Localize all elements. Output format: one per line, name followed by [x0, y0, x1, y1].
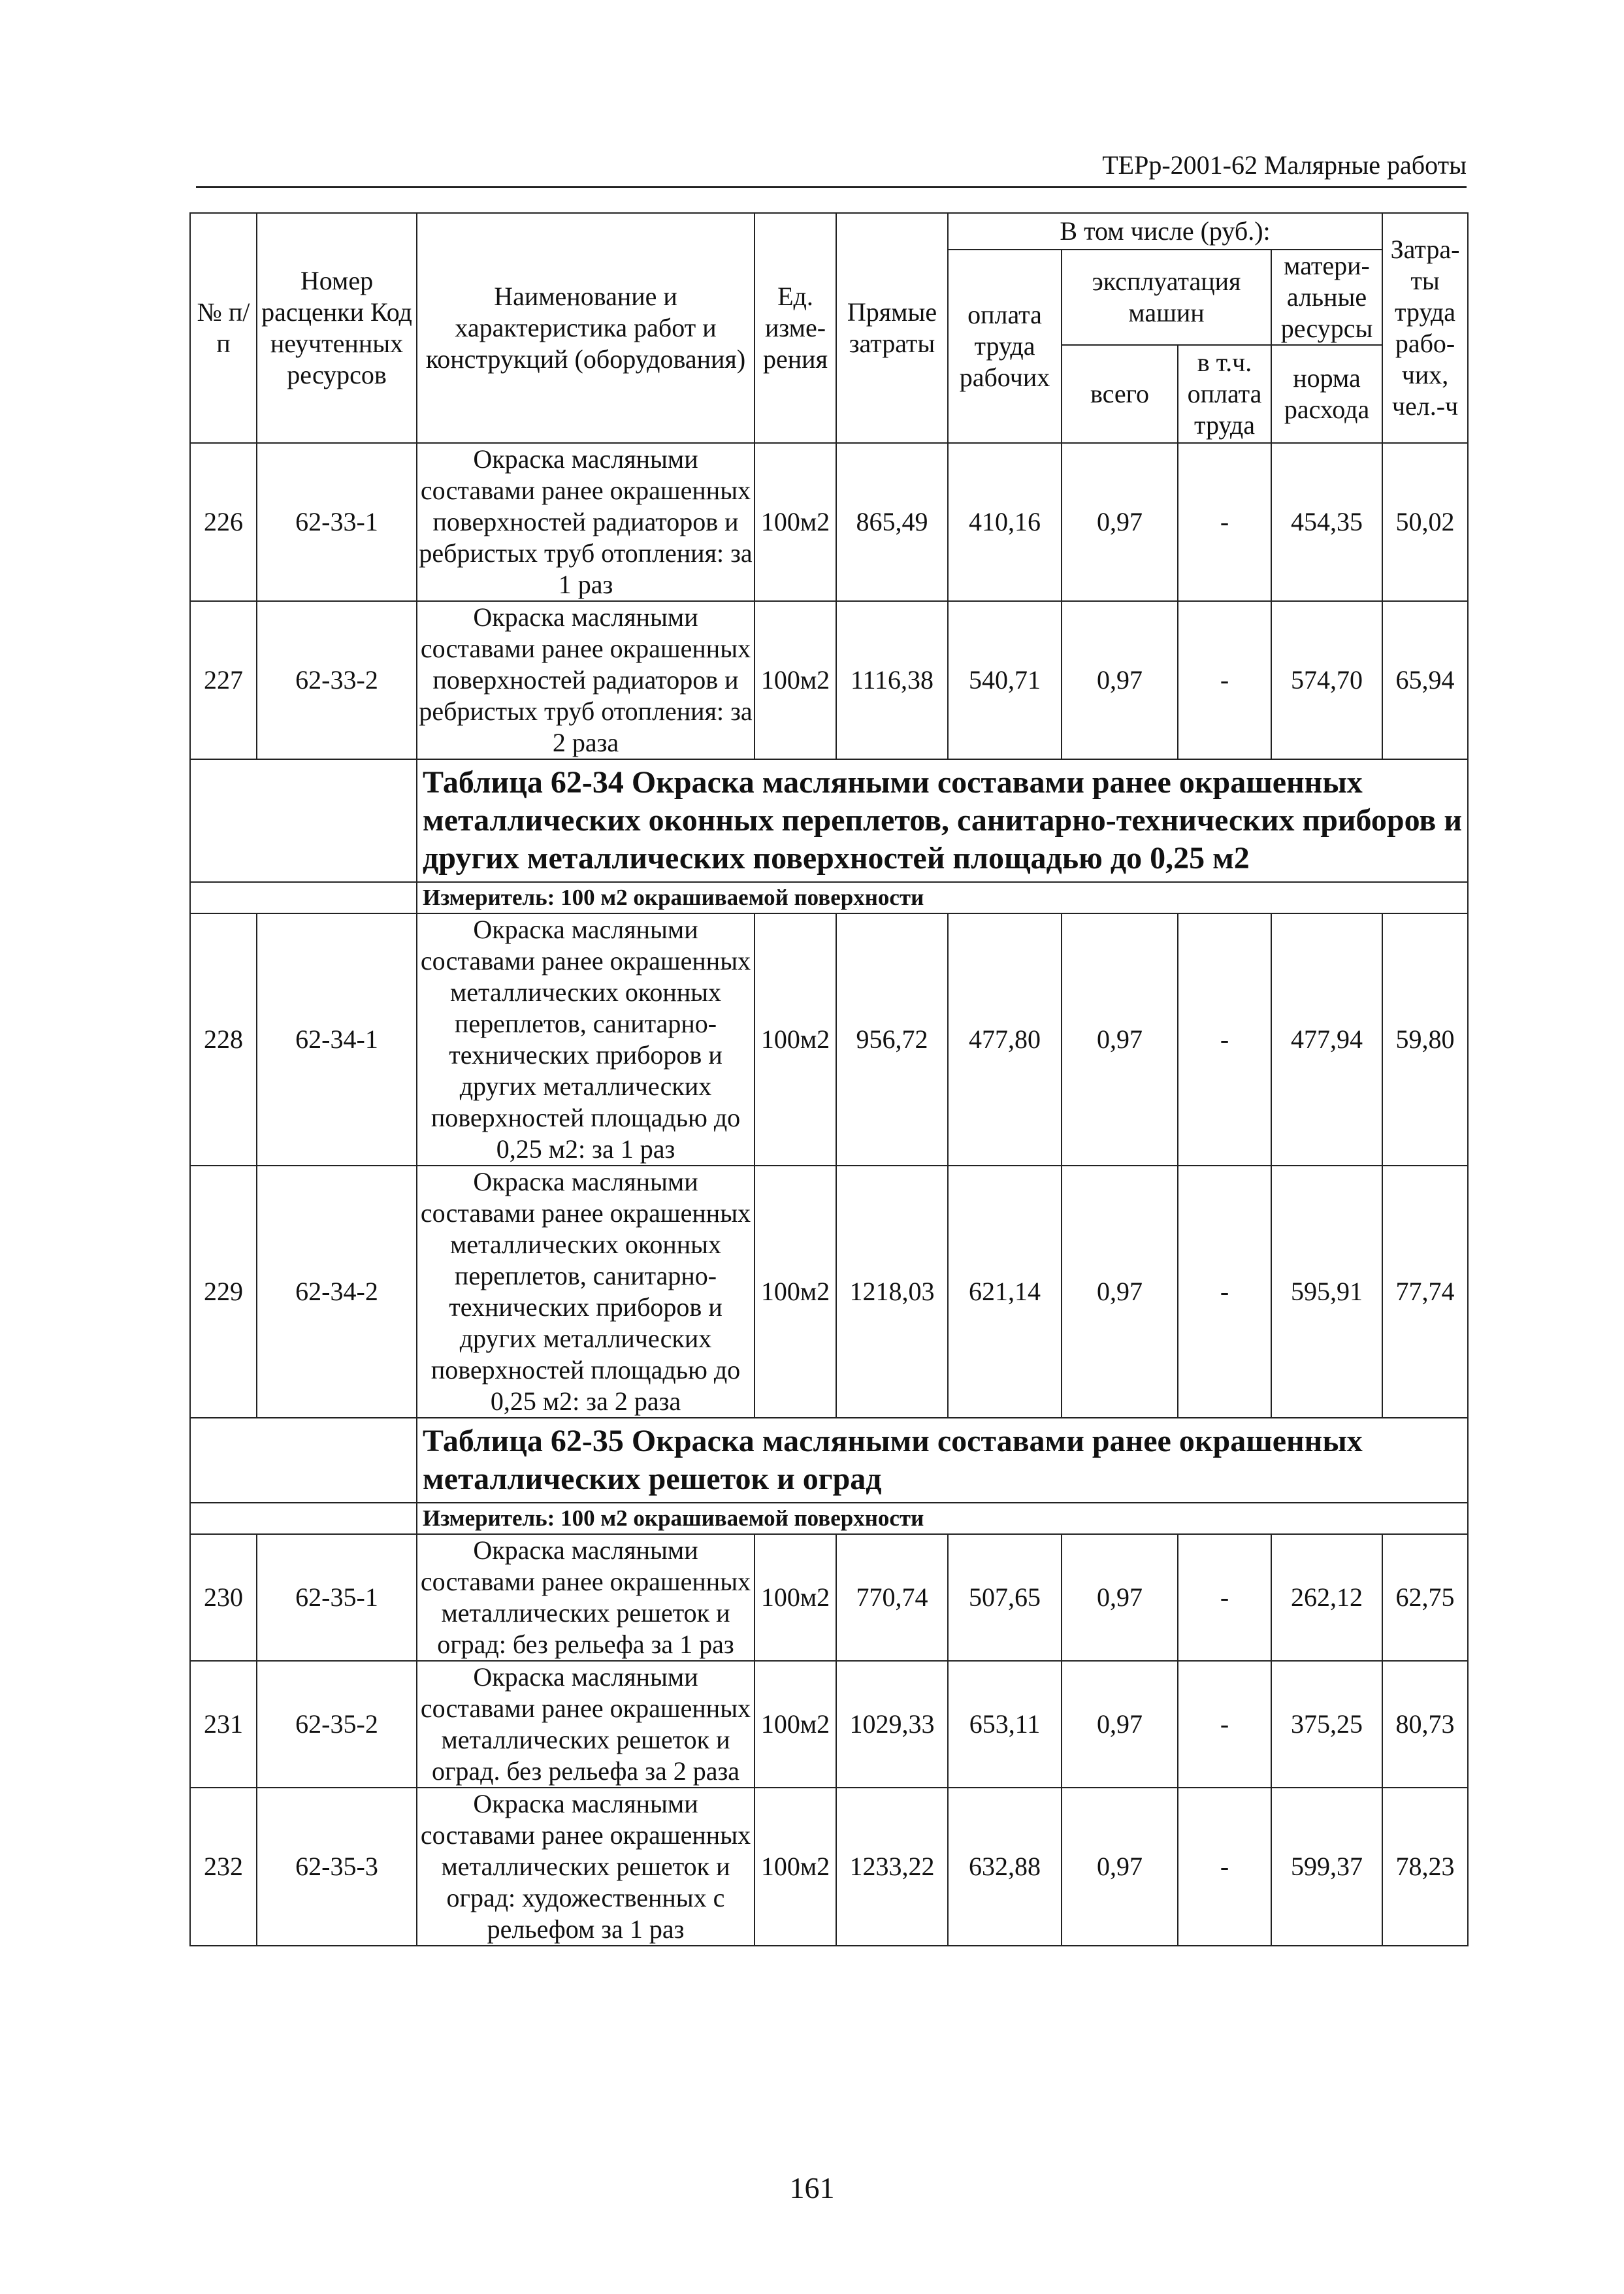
machines-wage: - — [1178, 601, 1271, 759]
rate-code: 62-34-2 — [257, 1166, 417, 1418]
wage-cost: 477,80 — [948, 913, 1062, 1166]
table-row — [190, 1661, 1468, 1788]
work-description: Окраска масляными составами ранее окрашенных поверхностей радиаторов и ребристых труб отопления: за 2 раза — [417, 601, 755, 759]
table-row — [190, 1788, 1468, 1946]
machines-total: 0,97 — [1062, 601, 1178, 759]
materials-cost: 599,37 — [1271, 1788, 1382, 1946]
work-description: Окраска масляными составами ранее окрашенных металлических оконных переплетов, санитарно-технических приборов и других металлических поверхностей площадью до 0,25 м2: за 2 раза — [417, 1166, 755, 1418]
wage-cost: 410,16 — [948, 443, 1062, 601]
row-number: 227 — [190, 601, 257, 759]
col-direct-header: Прямые затраты — [836, 213, 948, 443]
machines-wage: - — [1178, 1166, 1271, 1418]
direct-cost: 956,72 — [836, 913, 948, 1166]
labor-hours: 80,73 — [1382, 1661, 1468, 1788]
running-header: ТЕРр-2001-62 Малярные работы — [1102, 150, 1467, 180]
wage-cost: 540,71 — [948, 601, 1062, 759]
unit: 100м2 — [755, 1661, 836, 1788]
machines-total: 0,97 — [1062, 913, 1178, 1166]
work-description: Окраска масляными составами ранее окрашенных металлических решеток и оград: без рельефа за 1 раз — [417, 1534, 755, 1661]
page-number: 161 — [789, 2171, 835, 2204]
rate-code: 62-33-2 — [257, 601, 417, 759]
wage-cost: 621,14 — [948, 1166, 1062, 1418]
machines-total: 0,97 — [1062, 1534, 1178, 1661]
unit: 100м2 — [755, 443, 836, 601]
col-materials-norm-header: норма расхода — [1271, 345, 1382, 443]
rates-table — [189, 212, 1469, 1946]
rate-code: 62-35-1 — [257, 1534, 417, 1661]
col-unit-header: Ед. изме-рения — [755, 213, 836, 443]
col-machines-header: эксплуатация машин — [1062, 250, 1271, 345]
table-row — [190, 601, 1468, 759]
machines-total: 0,97 — [1062, 1166, 1178, 1418]
direct-cost: 865,49 — [836, 443, 948, 601]
col-materials-header: матери-альные ресурсы — [1271, 250, 1382, 345]
machines-wage: - — [1178, 913, 1271, 1166]
unit: 100м2 — [755, 1788, 836, 1946]
direct-cost: 1233,22 — [836, 1788, 948, 1946]
machines-wage: - — [1178, 443, 1271, 601]
machines-wage: - — [1178, 1788, 1271, 1946]
labor-hours: 65,94 — [1382, 601, 1468, 759]
section-title: Таблица 62-34 Окраска масляными составами ранее окрашенных металлических оконных переплетов, санитарно-технических приборов и других металлических поверхностей площадью до 0,25 м2 — [417, 759, 1468, 882]
materials-cost: 477,94 — [1271, 913, 1382, 1166]
materials-cost: 262,12 — [1271, 1534, 1382, 1661]
header-rule — [196, 186, 1467, 188]
section-34 — [190, 759, 1468, 913]
labor-hours: 77,74 — [1382, 1166, 1468, 1418]
row-number: 228 — [190, 913, 257, 1166]
table-row — [190, 1534, 1468, 1661]
rows-group-34 — [190, 913, 1468, 1418]
col-including-header: В том числе (руб.): — [948, 213, 1382, 250]
table-row — [190, 443, 1468, 601]
wage-cost: 653,11 — [948, 1661, 1062, 1788]
machines-wage: - — [1178, 1534, 1271, 1661]
col-code-header: Номер расценки Код неучтенных ресурсов — [257, 213, 417, 443]
section-title: Таблица 62-35 Окраска масляными составами ранее окрашенных металлических решеток и оград — [417, 1418, 1468, 1503]
work-description: Окраска масляными составами ранее окрашенных металлических решеток и оград. без рельефа за 2 раза — [417, 1661, 755, 1788]
direct-cost: 1218,03 — [836, 1166, 948, 1418]
table-row — [190, 913, 1468, 1166]
labor-hours: 50,02 — [1382, 443, 1468, 601]
machines-total: 0,97 — [1062, 1661, 1178, 1788]
work-description: Окраска масляными составами ранее окрашенных поверхностей радиаторов и ребристых труб отопления: за 1 раз — [417, 443, 755, 601]
work-description: Окраска масляными составами ранее окрашенных металлических оконных переплетов, санитарно-технических приборов и других металлических поверхностей площадью до 0,25 м2: за 1 раз — [417, 913, 755, 1166]
materials-cost: 454,35 — [1271, 443, 1382, 601]
row-number: 232 — [190, 1788, 257, 1946]
row-number: 226 — [190, 443, 257, 601]
labor-hours: 78,23 — [1382, 1788, 1468, 1946]
rows-group-33 — [190, 443, 1468, 759]
materials-cost: 574,70 — [1271, 601, 1382, 759]
col-machines-total-header: всего — [1062, 345, 1178, 443]
direct-cost: 770,74 — [836, 1534, 948, 1661]
col-machines-wage-header: в т.ч. оплата труда — [1178, 345, 1271, 443]
unit: 100м2 — [755, 1534, 836, 1661]
row-number: 231 — [190, 1661, 257, 1788]
rate-code: 62-35-3 — [257, 1788, 417, 1946]
table-header — [190, 213, 1468, 443]
rate-code: 62-34-1 — [257, 913, 417, 1166]
machines-wage: - — [1178, 1661, 1271, 1788]
machines-total: 0,97 — [1062, 443, 1178, 601]
work-description: Окраска масляными составами ранее окрашенных металлических решеток и оград: художественных с рельефом за 1 раз — [417, 1788, 755, 1946]
unit: 100м2 — [755, 601, 836, 759]
col-name-header: Наименование и характеристика работ и конструкций (оборудования) — [417, 213, 755, 443]
wage-cost: 507,65 — [948, 1534, 1062, 1661]
section-measure: Измеритель: 100 м2 окрашиваемой поверхности — [417, 882, 1468, 913]
rows-group-35 — [190, 1534, 1468, 1946]
labor-hours: 62,75 — [1382, 1534, 1468, 1661]
col-wage-header: оплата труда рабочих — [948, 250, 1062, 443]
table-row — [190, 1166, 1468, 1418]
labor-hours: 59,80 — [1382, 913, 1468, 1166]
wage-cost: 632,88 — [948, 1788, 1062, 1946]
rate-code: 62-35-2 — [257, 1661, 417, 1788]
materials-cost: 375,25 — [1271, 1661, 1382, 1788]
unit: 100м2 — [755, 913, 836, 1166]
row-number: 229 — [190, 1166, 257, 1418]
rate-code: 62-33-1 — [257, 443, 417, 601]
unit: 100м2 — [755, 1166, 836, 1418]
col-no-header: № п/п — [190, 213, 257, 443]
direct-cost: 1029,33 — [836, 1661, 948, 1788]
section-measure: Измеритель: 100 м2 окрашиваемой поверхности — [417, 1503, 1468, 1534]
row-number: 230 — [190, 1534, 257, 1661]
materials-cost: 595,91 — [1271, 1166, 1382, 1418]
direct-cost: 1116,38 — [836, 601, 948, 759]
machines-total: 0,97 — [1062, 1788, 1178, 1946]
section-35 — [190, 1418, 1468, 1534]
col-labor-header: Затра-ты труда рабо-чих, чел.-ч — [1382, 213, 1468, 443]
